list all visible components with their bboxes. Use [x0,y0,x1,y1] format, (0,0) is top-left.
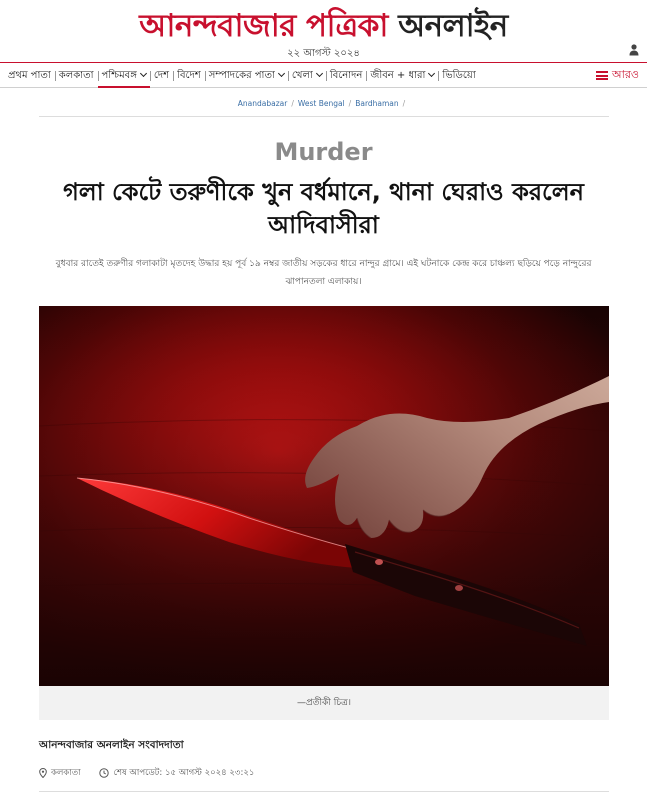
nav-item[interactable] [150,63,173,88]
breadcrumb-anandabazar[interactable]: Anandabazar [237,99,288,108]
breadcrumb [0,99,647,108]
nav-item[interactable] [438,63,479,88]
chevron-down-icon [278,70,285,77]
hamburger-icon [596,71,608,80]
article-meta [39,766,254,780]
nav-item[interactable] [326,63,367,88]
author-byline[interactable]: আনন্দবাজার অনলাইন সংবাদদাতা [39,739,184,751]
nav-item-label: খেলা [291,70,313,81]
breadcrumb-separator: / [402,99,406,108]
nav-item-label: সম্পাদকের পাতা [208,70,275,81]
article-kicker[interactable]: Murder [274,138,373,166]
nav-item-label: জীবন + ধারা [370,70,426,81]
image-caption: —প্রতীকী চিত্র। [39,686,609,720]
more-menu-label: আরও [612,68,639,81]
more-menu-button[interactable] [596,63,639,88]
chevron-down-icon [316,70,323,77]
chevron-down-icon [140,70,147,77]
logo-text-online: অনলাইন [398,8,508,44]
nav-item[interactable] [205,63,288,88]
logo-text-main: আনন্দবাজার পত্রিকা [139,8,388,44]
nav-item-label: ভিডিয়ো [442,70,476,81]
nav-items [4,63,480,88]
divider [39,116,609,117]
breadcrumb-separator: / [348,99,352,108]
nav-item-label: দেশ [153,70,170,81]
nav-item[interactable] [4,63,55,88]
main-navigation [0,62,647,88]
nav-item-label: বিদেশ [177,70,201,81]
nav-item[interactable] [98,63,150,88]
article-location: কলকাতা [51,768,81,778]
nav-item-label: পশ্চিমবঙ্গ [101,70,137,81]
breadcrumb-west-bengal[interactable]: West Bengal [297,99,345,108]
nav-item-label: বিনোদন [329,70,363,81]
nav-item[interactable] [55,63,98,88]
article-summary: বুধবার রাতেই তরুণীর গলাকাটা মৃতদেহ উদ্ধার হয় পূর্ব ১৯ নম্বর জাতীয় সড়কের ধারে নান্দুর গ্রামে। এই ঘটনাকে কেন্দ্র করে চাঞ্চল্য ছড়িয়ে পড়ে নান্দুরের ঝাপানতলা এলাকায়। [55,259,592,287]
nav-item[interactable] [366,63,438,88]
article-image [39,306,609,686]
nav-item[interactable] [173,63,205,88]
nav-item-label: প্রথম পাতা [8,70,51,81]
masthead [0,0,647,62]
last-updated: শেষ আপডেট: ১৫ আগস্ট ২০২৪ ২৩:২১ [113,768,255,778]
breadcrumb-bardhaman[interactable]: Bardhaman [355,99,399,108]
nav-item[interactable] [288,63,326,88]
edition-date: ২২ আগস্ট ২০২৪ [287,48,360,59]
clock-icon [99,768,109,778]
site-logo[interactable] [0,8,647,44]
article-headline: গলা কেটে তরুণীকে খুন বর্ধমানে, থানা ঘেরাও করলেন আদিবাসীরা [63,178,584,239]
breadcrumb-separator: / [291,99,294,108]
nav-item-label: কলকাতা [58,70,94,81]
knife-hand-illustration [39,306,609,686]
location-pin-icon [39,768,47,778]
divider [39,791,609,792]
chevron-down-icon [428,70,435,77]
user-icon[interactable] [629,44,639,56]
